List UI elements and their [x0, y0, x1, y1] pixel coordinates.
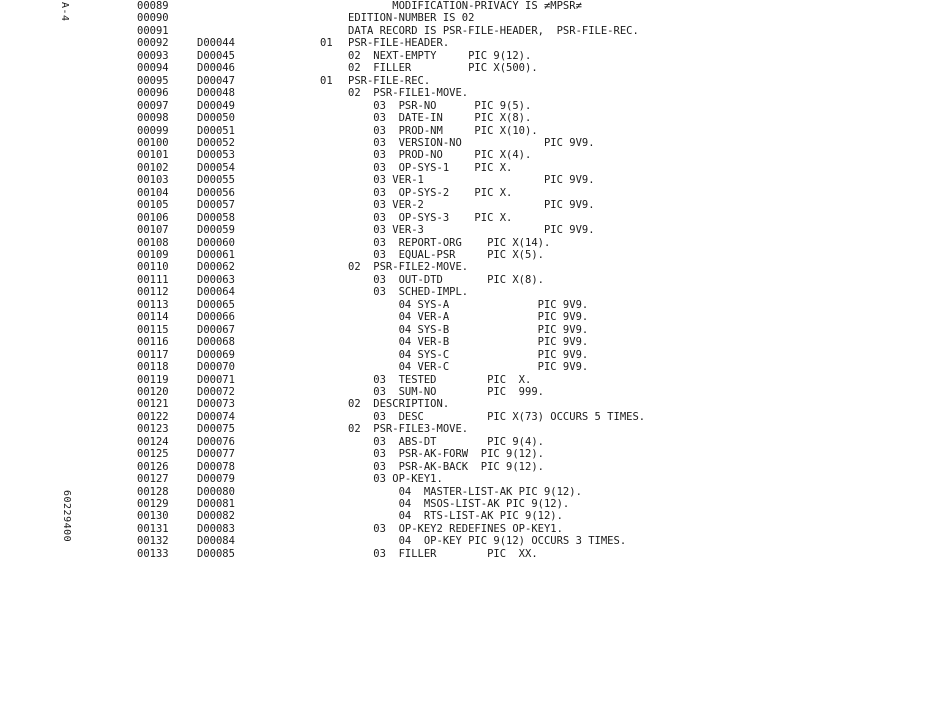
sequence-number: D00079 — [197, 473, 235, 486]
level-number: 01 — [320, 37, 333, 50]
listing-row — [0, 112, 950, 124]
listing-row — [0, 448, 950, 460]
sequence-number: D00059 — [197, 224, 235, 237]
listing-row — [0, 510, 950, 522]
source-text: 03 PSR-AK-FORW PIC 9(12). — [348, 448, 544, 461]
sequence-number: D00078 — [197, 460, 235, 473]
line-number: 00102 — [137, 161, 169, 174]
source-text: 02 PSR-FILE3-MOVE. — [348, 423, 469, 436]
listing-row — [0, 149, 950, 161]
line-number: 00123 — [137, 423, 169, 436]
source-text: 04 SYS-B PIC 9V9. — [348, 323, 589, 336]
listing-row — [0, 299, 950, 311]
listing-row — [0, 261, 950, 273]
listing-row — [0, 498, 950, 510]
line-number: 00094 — [137, 62, 169, 75]
listing-row — [0, 398, 950, 410]
line-number: 00115 — [137, 323, 169, 336]
listing-row — [0, 374, 950, 386]
listing-row — [0, 199, 950, 211]
line-number: 00127 — [137, 473, 169, 486]
sequence-number: D00063 — [197, 273, 235, 286]
listing-row — [0, 286, 950, 298]
source-text: 02 PSR-FILE1-MOVE. — [348, 87, 469, 100]
line-number: 00106 — [137, 211, 169, 224]
line-number: 00128 — [137, 485, 169, 498]
sequence-number: D00055 — [197, 174, 235, 187]
listing-row — [0, 274, 950, 286]
line-number: 00124 — [137, 435, 169, 448]
sequence-number: D00061 — [197, 249, 235, 261]
source-text: 04 OP-KEY PIC 9(12) OCCURS 3 TIMES. — [348, 535, 627, 548]
listing-row — [0, 249, 950, 261]
line-number: 00116 — [137, 336, 169, 349]
source-text: 03 VER-1 PIC 9V9. — [348, 174, 595, 187]
line-number: 00105 — [137, 199, 169, 212]
source-text: 02 FILLER PIC X(500). — [348, 62, 538, 75]
line-number: 00095 — [137, 74, 169, 87]
line-number: 00113 — [137, 298, 169, 311]
listing-row — [0, 100, 950, 112]
source-text: 03 OP-KEY1. — [348, 473, 443, 486]
listing-row — [0, 137, 950, 149]
listing-row — [0, 324, 950, 336]
source-text: PSR-FILE-REC. — [348, 74, 431, 87]
listing-row — [0, 174, 950, 186]
sequence-number: D00052 — [197, 136, 235, 149]
document-number: 60229400 — [61, 490, 72, 543]
line-number: 00118 — [137, 361, 169, 374]
source-text: 03 OUT-DTD PIC X(8). — [348, 273, 544, 286]
listing-row — [0, 187, 950, 199]
sequence-number: D00045 — [197, 49, 235, 62]
line-number: 00120 — [137, 385, 169, 398]
listing-row — [0, 411, 950, 423]
source-text: 03 VER-2 PIC 9V9. — [348, 199, 595, 212]
line-number: 00131 — [137, 522, 169, 535]
source-text: 03 OP-SYS-2 PIC X. — [348, 186, 513, 199]
source-text: DATA RECORD IS PSR-FILE-HEADER, PSR-FILE-REC. — [348, 24, 639, 37]
line-number: 00117 — [137, 348, 169, 361]
listing-row — [0, 386, 950, 398]
sequence-number: D00067 — [197, 323, 235, 336]
line-number: 00119 — [137, 373, 169, 386]
listing-row — [0, 523, 950, 535]
line-number: 00130 — [137, 510, 169, 523]
listing-row — [0, 50, 950, 62]
source-text: 04 VER-B PIC 9V9. — [348, 336, 589, 349]
sequence-number: D00065 — [197, 298, 235, 311]
sequence-number: D00046 — [197, 62, 235, 75]
listing-row — [0, 548, 950, 560]
line-number: 00112 — [137, 286, 169, 299]
sequence-number: D00047 — [197, 74, 235, 87]
listing-row — [0, 436, 950, 448]
sequence-number: D00060 — [197, 236, 235, 249]
listing-row — [0, 125, 950, 137]
sequence-number: D00075 — [197, 423, 235, 436]
sequence-number: D00056 — [197, 186, 235, 199]
source-text: 03 PROD-NO PIC X(4). — [348, 149, 532, 162]
source-text: 03 DATE-IN PIC X(8). — [348, 112, 532, 125]
source-text: 02 DESCRIPTION. — [348, 398, 450, 411]
listing-row — [0, 336, 950, 348]
listing-row — [0, 12, 950, 24]
source-text: 03 SUM-NO PIC 999. — [348, 385, 544, 398]
source-text: 03 TESTED PIC X. — [348, 373, 532, 386]
source-text: 04 MASTER-LIST-AK PIC 9(12). — [348, 485, 582, 498]
sequence-number: D00085 — [197, 547, 235, 560]
line-number: 00091 — [137, 24, 169, 37]
source-text: 03 EQUAL-PSR PIC X(5). — [348, 249, 544, 261]
line-number: 00104 — [137, 186, 169, 199]
line-number: 00100 — [137, 136, 169, 149]
source-text: 03 SCHED-IMPL. — [348, 286, 469, 299]
sequence-number: D00069 — [197, 348, 235, 361]
listing-row — [0, 237, 950, 249]
sequence-number: D00068 — [197, 336, 235, 349]
sequence-number: D00053 — [197, 149, 235, 162]
source-text: 04 VER-A PIC 9V9. — [348, 311, 589, 324]
source-text: 04 VER-C PIC 9V9. — [348, 361, 589, 374]
listing-row — [0, 311, 950, 323]
line-number: 00093 — [137, 49, 169, 62]
source-text: 03 PROD-NM PIC X(10). — [348, 124, 538, 137]
source-text: 04 RTS-LIST-AK PIC 9(12). — [348, 510, 563, 523]
line-number: 00110 — [137, 261, 169, 274]
sequence-number: D00054 — [197, 161, 235, 174]
sequence-number: D00050 — [197, 112, 235, 125]
line-number: 00109 — [137, 249, 169, 261]
sequence-number: D00070 — [197, 361, 235, 374]
sequence-number: D00082 — [197, 510, 235, 523]
sequence-number: D00071 — [197, 373, 235, 386]
sequence-number: D00074 — [197, 410, 235, 423]
line-number: 00096 — [137, 87, 169, 100]
sequence-number: D00049 — [197, 99, 235, 112]
source-text: EDITION-NUMBER IS 02 — [348, 12, 475, 25]
listing-row — [0, 75, 950, 87]
listing-row — [0, 224, 950, 236]
sequence-number: D00080 — [197, 485, 235, 498]
sequence-number: D00044 — [197, 37, 235, 50]
source-text: 03 VERSION-NO PIC 9V9. — [348, 136, 595, 149]
line-number: 00103 — [137, 174, 169, 187]
source-text: 03 REPORT-ORG PIC X(14). — [348, 236, 551, 249]
line-number: 00098 — [137, 112, 169, 125]
line-number: 00097 — [137, 99, 169, 112]
sequence-number: D00066 — [197, 311, 235, 324]
source-text: 03 OP-KEY2 REDEFINES OP-KEY1. — [348, 522, 563, 535]
source-text: 03 PSR-AK-BACK PIC 9(12). — [348, 460, 544, 473]
line-number: 00126 — [137, 460, 169, 473]
source-text: 03 ABS-DT PIC 9(4). — [348, 435, 544, 448]
sequence-number: D00081 — [197, 498, 235, 510]
sequence-number: D00076 — [197, 435, 235, 448]
source-text: 03 DESC PIC X(73) OCCURS 5 TIMES. — [348, 410, 646, 423]
listing-row — [0, 486, 950, 498]
source-text: 03 FILLER PIC XX. — [348, 547, 538, 560]
listing-row — [0, 25, 950, 37]
source-text: 02 PSR-FILE2-MOVE. — [348, 261, 469, 274]
sequence-number: D00048 — [197, 87, 235, 100]
sequence-number: D00084 — [197, 535, 235, 548]
level-number: 01 — [320, 74, 333, 87]
source-text: 03 OP-SYS-1 PIC X. — [348, 161, 513, 174]
sequence-number: D00057 — [197, 199, 235, 212]
sequence-number: D00083 — [197, 522, 235, 535]
line-number: 00108 — [137, 236, 169, 249]
listing-row — [0, 0, 950, 12]
listing-row — [0, 62, 950, 74]
listing-row — [0, 423, 950, 435]
line-number: 00107 — [137, 224, 169, 237]
line-number: 00099 — [137, 124, 169, 137]
page-mark: A-4 — [59, 2, 70, 22]
listing-row — [0, 361, 950, 373]
source-text: 03 PSR-NO PIC 9(5). — [348, 99, 532, 112]
sequence-number: D00072 — [197, 385, 235, 398]
source-text: PSR-FILE-HEADER. — [348, 37, 450, 50]
listing-row — [0, 37, 950, 49]
listing-row — [0, 473, 950, 485]
line-number: 00121 — [137, 398, 169, 411]
source-text: 02 NEXT-EMPTY PIC 9(12). — [348, 49, 532, 62]
source-text: MODIFICATION-PRIVACY IS ≠MPSR≠ — [348, 0, 582, 12]
line-number: 00090 — [137, 12, 169, 25]
line-number: 00122 — [137, 410, 169, 423]
line-number: 00111 — [137, 273, 169, 286]
listing-row — [0, 87, 950, 99]
sequence-number: D00058 — [197, 211, 235, 224]
line-number: 00114 — [137, 311, 169, 324]
sequence-number: D00051 — [197, 124, 235, 137]
source-text: 03 OP-SYS-3 PIC X. — [348, 211, 513, 224]
listing-row — [0, 349, 950, 361]
source-text: 04 MSOS-LIST-AK PIC 9(12). — [348, 498, 570, 510]
sequence-number: D00073 — [197, 398, 235, 411]
listing-row — [0, 162, 950, 174]
line-number: 00089 — [137, 0, 169, 12]
source-text: 03 VER-3 PIC 9V9. — [348, 224, 595, 237]
line-number: 00101 — [137, 149, 169, 162]
line-number: 00092 — [137, 37, 169, 50]
sequence-number: D00064 — [197, 286, 235, 299]
listing-row — [0, 212, 950, 224]
sequence-number: D00077 — [197, 448, 235, 461]
sequence-number: D00062 — [197, 261, 235, 274]
line-number: 00125 — [137, 448, 169, 461]
listing-row — [0, 461, 950, 473]
listing-row — [0, 535, 950, 547]
source-text: 04 SYS-C PIC 9V9. — [348, 348, 589, 361]
line-number: 00129 — [137, 498, 169, 510]
source-text: 04 SYS-A PIC 9V9. — [348, 298, 589, 311]
line-number: 00132 — [137, 535, 169, 548]
line-number: 00133 — [137, 547, 169, 560]
